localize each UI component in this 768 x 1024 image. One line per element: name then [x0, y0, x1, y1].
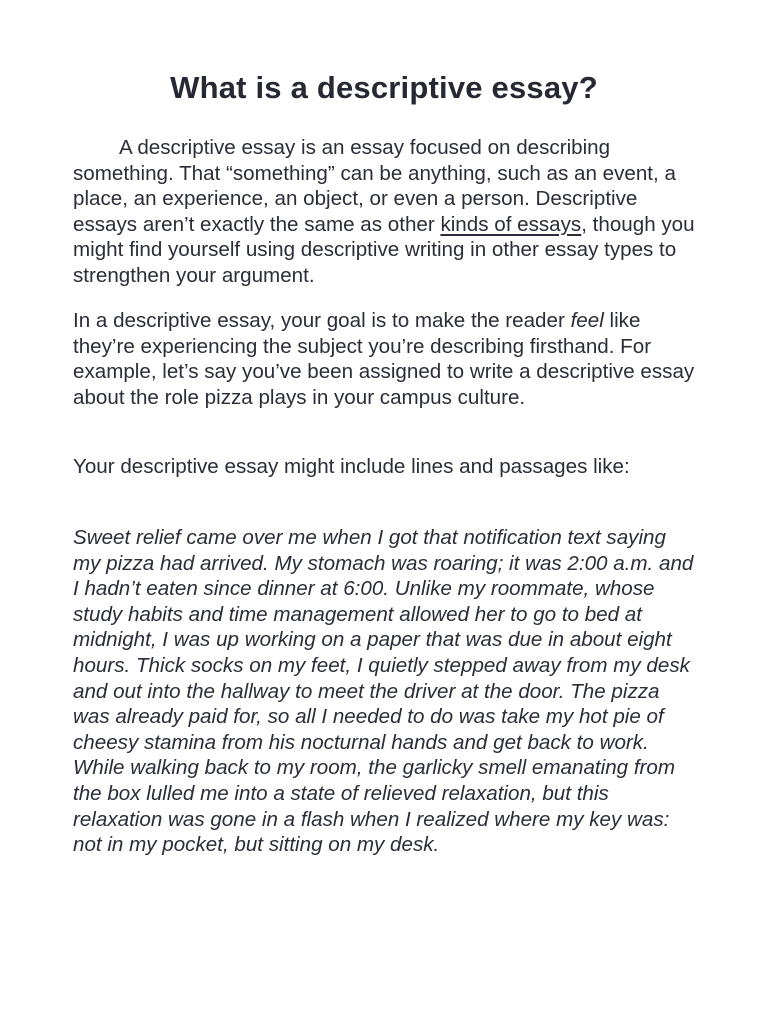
kinds-of-essays-link[interactable]: kinds of essays [440, 212, 582, 236]
example-passage: Sweet relief came over me when I got that notification text saying my pizza had arrived. My stomach was roaring; it was 2:00 a.m. and I hadn’t eaten since dinner at 6:00. Unlike my roommate, whose study habits and time management allowed her to go to bed at midnight, I was up working on a paper that was due in about eight hours. Thick socks on my feet, I quietly stepped away from my desk and out into the hallway to meet the driver at the door. The pizza was already paid for, so all I needed to do was take my hot pie of cheesy stamina from his nocturnal hands and get back to work. While walking back to my room, the garlicky smell emanating from the box lulled me into a state of relieved relaxation, but this relaxation was gone in a flash when I realized where my key was: not in my pocket, but sitting on my desk. [73, 526, 694, 857]
goal-text-end: like they’re experiencing the subject you’re describing firsthand. For example, let’s say you’ve been assigned to write a descriptive essay about the role pizza plays in your campus culture. [73, 309, 695, 409]
goal-paragraph [73, 308, 698, 410]
lead-in-paragraph: Your descriptive essay might include lines and passages like: [73, 455, 630, 478]
intro-text-start: A descriptive essay is an essay focused on describing something. That “something” can be anything, such as an event, a place, an experience, an object, or even a person. Descriptive essays aren’t exactly the same as other [73, 136, 676, 236]
feel-emphasis: feel [570, 309, 604, 332]
page-title: What is a descriptive essay? [170, 70, 598, 105]
intro-text-end: , though you might find yourself using descriptive writing in other essay types to strengthen your argument. [73, 212, 695, 287]
goal-text-start: In a descriptive essay, your goal is to make the reader [73, 309, 571, 332]
intro-paragraph [73, 135, 698, 289]
